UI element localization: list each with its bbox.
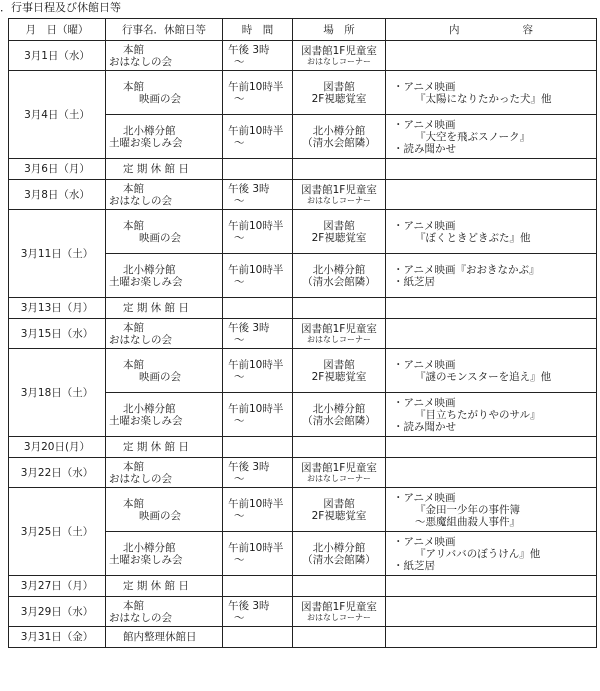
place-cell: [293, 319, 386, 349]
place-cell-line: おはなしコーナー: [307, 335, 371, 344]
event-cell: [106, 349, 223, 393]
place-cell-line: 図書館1F児童室: [301, 184, 377, 196]
content-cell: [386, 71, 597, 115]
content-cell: [386, 458, 597, 488]
content-cell: [386, 319, 597, 349]
date-cell: 3月18日（土）: [9, 349, 106, 437]
event-cell: [106, 71, 223, 115]
event-cell: [106, 627, 223, 648]
event-cell: [106, 597, 223, 627]
section-title: ．行事日程及び休館日等: [0, 1, 121, 14]
place-cell-line: 2F視聴覚室: [311, 231, 367, 244]
content-cell-line: ・アニメ映画: [393, 535, 456, 548]
event-cell-line: おはなしの会: [109, 611, 172, 624]
place-cell: [293, 437, 386, 458]
date-cell: 3月4日（土）: [9, 71, 106, 159]
event-cell-line: 本館: [123, 219, 144, 232]
content-cell-line: ・アニメ映画『おおきなかぶ』: [393, 263, 540, 276]
time-cell: [223, 159, 293, 180]
place-cell-line: （清水会館隣）: [302, 414, 376, 427]
date-cell: 3月22日（水）: [9, 458, 106, 488]
event-cell-line: 本館: [123, 321, 144, 334]
event-cell-line: 土曜お楽しみ会: [109, 136, 183, 149]
content-cell: [386, 41, 597, 71]
time-cell-line: ～: [234, 275, 245, 288]
table-row: [9, 71, 597, 115]
event-cell-line: おはなしの会: [109, 472, 172, 485]
event-cell: [106, 298, 223, 319]
table-row: [9, 41, 597, 71]
place-cell: [293, 159, 386, 180]
table-row: [9, 349, 597, 393]
place-cell: [293, 532, 386, 576]
place-cell-line: おはなしコーナー: [307, 57, 371, 66]
place-cell-line: （清水会館隣）: [302, 275, 376, 288]
content-cell-line: ・読み聞かせ: [393, 420, 456, 433]
time-cell: [223, 437, 293, 458]
place-cell-line: （清水会館隣）: [302, 136, 376, 149]
content-cell: [386, 115, 597, 159]
place-cell-line: 北小樽分館: [312, 402, 366, 415]
time-cell-line: 午前10時半: [228, 497, 284, 510]
content-cell-line: 『目立ちたがりやのサル』: [415, 408, 541, 421]
header-date: 月 日（曜）: [9, 19, 106, 41]
event-cell: [106, 159, 223, 180]
event-cell: [106, 319, 223, 349]
place-cell: [293, 71, 386, 115]
time-cell: [223, 115, 293, 159]
content-cell: [386, 298, 597, 319]
header-place: 場 所: [293, 19, 386, 41]
event-cell-line: おはなしの会: [109, 55, 172, 68]
event-cell: [106, 576, 223, 597]
date-cell: 3月13日（月）: [9, 298, 106, 319]
content-cell: [386, 488, 597, 532]
table-row: [9, 458, 597, 488]
event-cell-line: 映画の会: [139, 509, 181, 522]
place-cell-line: おはなしコーナー: [307, 613, 371, 622]
schedule-table: [8, 18, 597, 648]
time-cell-line: 午前10時半: [228, 80, 284, 93]
time-cell: [223, 597, 293, 627]
time-cell-line: 午前10時半: [228, 358, 284, 371]
time-cell-line: 午前10時半: [228, 263, 284, 276]
place-cell-line: 図書館: [323, 219, 355, 232]
date-cell: 3月8日（水）: [9, 180, 106, 210]
place-cell: [293, 627, 386, 648]
place-cell-line: 図書館: [323, 80, 355, 93]
content-cell-line: ・アニメ映画: [393, 358, 456, 371]
content-cell-line: 『アリババのぼうけん』他: [415, 547, 541, 560]
place-cell-line: 図書館1F児童室: [301, 45, 377, 57]
place-cell: [293, 597, 386, 627]
content-cell: [386, 210, 597, 254]
event-cell: [106, 458, 223, 488]
time-cell-line: ～: [234, 55, 245, 68]
place-cell-line: 北小樽分館: [312, 124, 366, 137]
time-cell-line: 午後 3時: [228, 43, 270, 56]
content-cell: [386, 254, 597, 298]
time-cell: [223, 180, 293, 210]
time-cell-line: 午後 3時: [228, 599, 270, 612]
event-cell-line: 本館: [123, 599, 144, 612]
place-cell-line: 図書館: [323, 497, 355, 510]
time-cell: [223, 254, 293, 298]
place-cell: [293, 210, 386, 254]
time-cell: [223, 349, 293, 393]
event-cell: [106, 180, 223, 210]
event-cell-line: 定 期 休 館 日: [123, 302, 189, 314]
table-row: [9, 159, 597, 180]
content-cell: [386, 159, 597, 180]
table-row: [9, 210, 597, 254]
time-cell: [223, 458, 293, 488]
place-cell-line: おはなしコーナー: [307, 474, 371, 483]
date-cell: 3月31日（金）: [9, 627, 106, 648]
time-cell-line: ～: [234, 509, 245, 522]
place-cell: [293, 488, 386, 532]
time-cell-line: ～: [234, 136, 245, 149]
event-cell-line: 定 期 休 館 日: [123, 441, 189, 453]
content-cell-line: ・紙芝居: [393, 275, 435, 288]
table-row: [9, 597, 597, 627]
event-cell-line: 館内整理休館日: [123, 631, 197, 643]
content-cell: [386, 532, 597, 576]
time-cell: [223, 298, 293, 319]
time-cell-line: ～: [234, 92, 245, 105]
place-cell: [293, 115, 386, 159]
date-cell: 3月15日（水）: [9, 319, 106, 349]
event-cell: [106, 41, 223, 71]
place-cell-line: 2F視聴覚室: [311, 92, 367, 105]
time-cell-line: 午後 3時: [228, 321, 270, 334]
event-cell-line: 定 期 休 館 日: [123, 580, 189, 592]
event-cell-line: おはなしの会: [109, 333, 172, 346]
event-cell-line: 本館: [123, 80, 144, 93]
place-cell: [293, 576, 386, 597]
event-cell-line: 定 期 休 館 日: [123, 163, 189, 175]
event-cell-line: 土曜お楽しみ会: [109, 275, 183, 288]
content-cell-line: ・アニメ映画: [393, 491, 456, 504]
time-cell-line: 午前10時半: [228, 541, 284, 554]
time-cell-line: 午前10時半: [228, 402, 284, 415]
content-cell-line: ・アニメ映画: [393, 396, 456, 409]
place-cell: [293, 41, 386, 71]
table-row: [9, 576, 597, 597]
content-cell-line: ・アニメ映画: [393, 219, 456, 232]
table-row: [9, 298, 597, 319]
event-cell-line: 映画の会: [139, 370, 181, 383]
content-cell-line: 『太陽になりたかった犬』他: [415, 92, 552, 105]
place-cell-line: 図書館: [323, 358, 355, 371]
time-cell-line: ～: [234, 611, 245, 624]
date-cell: 3月25日（土）: [9, 488, 106, 576]
event-cell: [106, 210, 223, 254]
table-row: [9, 180, 597, 210]
time-cell: [223, 41, 293, 71]
content-cell: [386, 627, 597, 648]
date-cell: 3月1日（水）: [9, 41, 106, 71]
content-cell-line: 『謎のモンスターを追え』他: [415, 370, 552, 383]
date-cell: 3月6日（月）: [9, 159, 106, 180]
content-cell-line: ・アニメ映画: [393, 80, 456, 93]
event-cell-line: 本館: [123, 497, 144, 510]
place-cell-line: 2F視聴覚室: [311, 370, 367, 383]
event-cell: [106, 532, 223, 576]
time-cell-line: ～: [234, 231, 245, 244]
time-cell-line: 午後 3時: [228, 460, 270, 473]
time-cell-line: ～: [234, 333, 245, 346]
time-cell: [223, 532, 293, 576]
time-cell-line: ～: [234, 472, 245, 485]
content-cell: [386, 576, 597, 597]
place-cell-line: 図書館1F児童室: [301, 462, 377, 474]
place-cell-line: おはなしコーナー: [307, 196, 371, 205]
content-cell-line: ～悪魔組曲殺人事件』: [415, 515, 520, 528]
table-row: [9, 488, 597, 532]
time-cell-line: ～: [234, 194, 245, 207]
time-cell-line: 午前10時半: [228, 124, 284, 137]
content-cell-line: ・紙芝居: [393, 559, 435, 572]
time-cell-line: 午後 3時: [228, 182, 270, 195]
event-cell-line: 土曜お楽しみ会: [109, 414, 183, 427]
content-cell: [386, 349, 597, 393]
event-cell-line: おはなしの会: [109, 194, 172, 207]
table-row: [9, 319, 597, 349]
event-cell-line: 映画の会: [139, 92, 181, 105]
content-cell: [386, 393, 597, 437]
table-row: [9, 627, 597, 648]
time-cell: [223, 210, 293, 254]
place-cell: [293, 254, 386, 298]
header-time: 時 間: [223, 19, 293, 41]
place-cell: [293, 393, 386, 437]
date-cell: 3月11日（土）: [9, 210, 106, 298]
place-cell: [293, 180, 386, 210]
time-cell: [223, 576, 293, 597]
time-cell: [223, 393, 293, 437]
event-cell-line: 本館: [123, 358, 144, 371]
content-cell: [386, 597, 597, 627]
time-cell-line: ～: [234, 553, 245, 566]
content-cell-line: ・読み聞かせ: [393, 142, 456, 155]
place-cell: [293, 458, 386, 488]
place-cell-line: 図書館1F児童室: [301, 323, 377, 335]
header-content: 内 容: [386, 19, 597, 41]
place-cell-line: （清水会館隣）: [302, 553, 376, 566]
time-cell-line: ～: [234, 414, 245, 427]
place-cell-line: 北小樽分館: [312, 541, 366, 554]
event-cell: [106, 115, 223, 159]
event-cell: [106, 488, 223, 532]
header-row: [9, 19, 597, 41]
date-cell: 3月27日（月）: [9, 576, 106, 597]
event-cell-line: 映画の会: [139, 231, 181, 244]
event-cell-line: 本館: [123, 182, 144, 195]
event-cell: [106, 393, 223, 437]
content-cell-line: 『大空を飛ぶスノーク』: [415, 130, 531, 143]
content-cell: [386, 437, 597, 458]
content-cell-line: ・アニメ映画: [393, 118, 456, 131]
content-cell-line: 『ぼくときどきぶた』他: [415, 231, 531, 244]
place-cell-line: 図書館1F児童室: [301, 601, 377, 613]
time-cell-line: 午前10時半: [228, 219, 284, 232]
place-cell-line: 北小樽分館: [312, 263, 366, 276]
event-cell: [106, 254, 223, 298]
content-cell: [386, 180, 597, 210]
date-cell: 3月20日(月）: [9, 437, 106, 458]
event-cell-line: 本館: [123, 460, 144, 473]
event-cell-line: 北小樽分館: [123, 124, 176, 137]
event-cell-line: 北小樽分館: [123, 541, 176, 554]
place-cell-line: 2F視聴覚室: [311, 509, 367, 522]
event-cell: [106, 437, 223, 458]
content-cell-line: 『金田一少年の事件簿: [415, 503, 520, 516]
time-cell: [223, 319, 293, 349]
event-cell-line: 本館: [123, 43, 144, 56]
place-cell: [293, 298, 386, 319]
date-cell: 3月29日（水）: [9, 597, 106, 627]
time-cell: [223, 488, 293, 532]
header-event: 行事名．休館日等: [106, 19, 223, 41]
time-cell: [223, 627, 293, 648]
time-cell-line: ～: [234, 370, 245, 383]
event-cell-line: 北小樽分館: [123, 402, 176, 415]
place-cell: [293, 349, 386, 393]
event-cell-line: 北小樽分館: [123, 263, 176, 276]
event-cell-line: 土曜お楽しみ会: [109, 553, 183, 566]
table-row: [9, 437, 597, 458]
time-cell: [223, 71, 293, 115]
